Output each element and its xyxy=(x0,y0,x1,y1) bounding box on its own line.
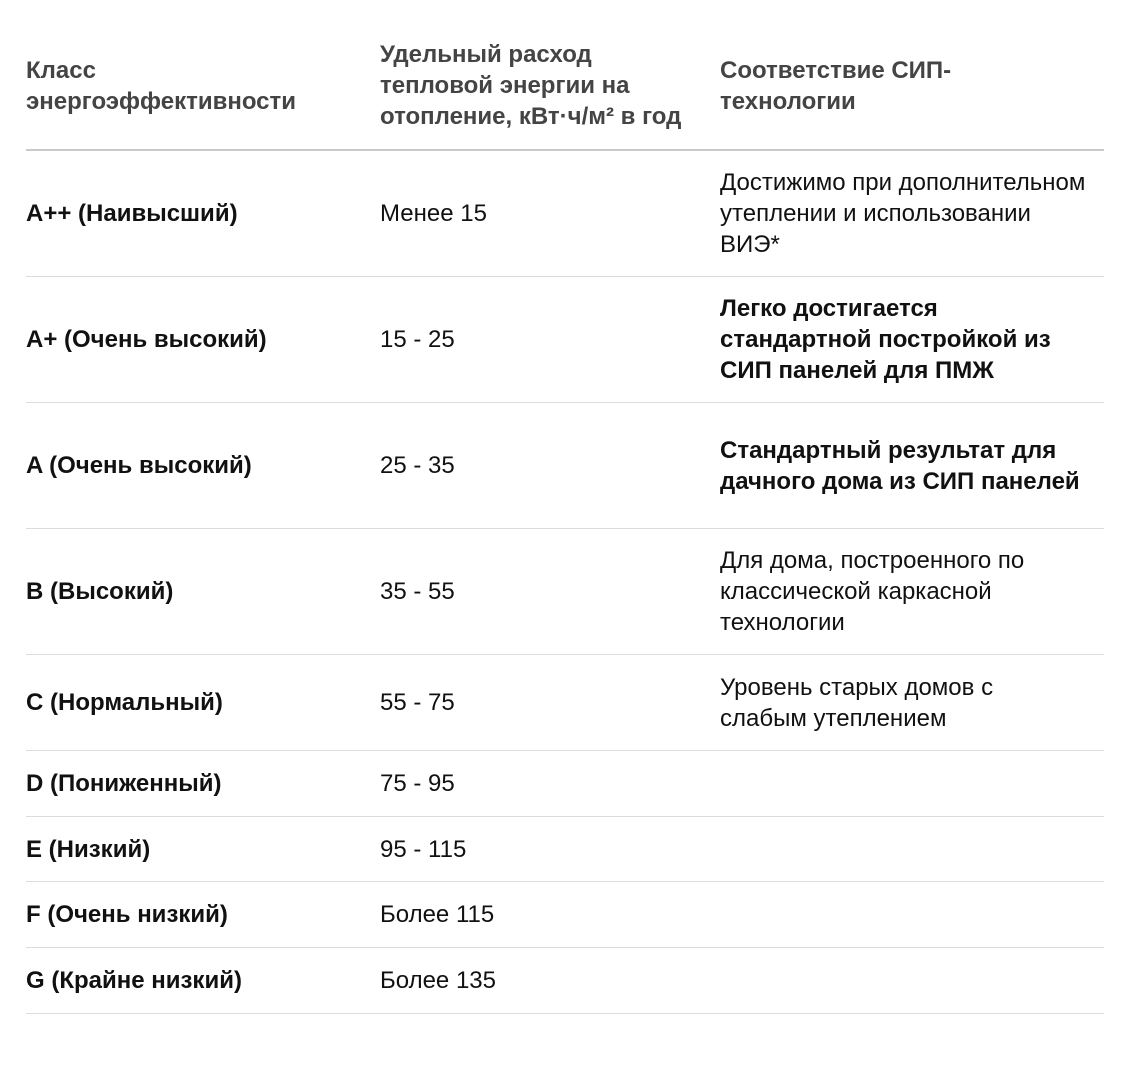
table-row xyxy=(26,403,1104,529)
note-cell xyxy=(720,882,1104,948)
table-row xyxy=(26,751,1104,817)
note-cell xyxy=(720,817,1104,882)
consumption-cell: Более 135 xyxy=(380,948,720,1014)
class-cell: B (Высокий) xyxy=(26,529,380,655)
class-cell: D (Пониженный) xyxy=(26,751,380,817)
consumption-cell: 55 - 75 xyxy=(380,655,720,751)
class-cell: G (Крайне низкий) xyxy=(26,948,380,1014)
note-cell: Стандартный результат для дачного дома из СИП панелей xyxy=(720,403,1104,529)
header-class: Класс энергоэффективности xyxy=(26,0,380,150)
consumption-cell: Менее 15 xyxy=(380,150,720,277)
table-body xyxy=(26,150,1104,1014)
energy-class-table-container xyxy=(26,0,1104,1014)
consumption-cell: 35 - 55 xyxy=(380,529,720,655)
class-cell: F (Очень низкий) xyxy=(26,882,380,948)
energy-class-table xyxy=(26,0,1104,1014)
header-sip-compliance: Соответствие СИП-технологии xyxy=(720,0,1104,150)
table-header xyxy=(26,0,1104,150)
table-row xyxy=(26,277,1104,403)
note-cell: Легко достигается стандартной постройкой из СИП панелей для ПМЖ xyxy=(720,277,1104,403)
table-row xyxy=(26,948,1104,1014)
consumption-cell: 25 - 35 xyxy=(380,403,720,529)
note-cell: Для дома, построенного по классической каркасной технологии xyxy=(720,529,1104,655)
note-cell xyxy=(720,948,1104,1014)
consumption-cell: 95 - 115 xyxy=(380,817,720,882)
note-cell: Достижимо при дополнительном утеплении и использовании ВИЭ* xyxy=(720,150,1104,277)
header-consumption: Удельный расход тепловой энергии на отопление, кВт·ч/м² в год xyxy=(380,0,720,150)
class-cell: A+ (Очень высокий) xyxy=(26,277,380,403)
class-cell: A (Очень высокий) xyxy=(26,403,380,529)
consumption-cell: Более 115 xyxy=(380,882,720,948)
class-cell: A++ (Наивысший) xyxy=(26,150,380,277)
table-row xyxy=(26,150,1104,277)
class-cell: C (Нормальный) xyxy=(26,655,380,751)
consumption-cell: 15 - 25 xyxy=(380,277,720,403)
table-row xyxy=(26,882,1104,948)
header-row xyxy=(26,0,1104,150)
class-cell: E (Низкий) xyxy=(26,817,380,882)
consumption-cell: 75 - 95 xyxy=(380,751,720,817)
note-cell: Уровень старых домов с слабым утеплением xyxy=(720,655,1104,751)
table-row xyxy=(26,817,1104,882)
table-row xyxy=(26,529,1104,655)
note-cell xyxy=(720,751,1104,817)
table-row xyxy=(26,655,1104,751)
